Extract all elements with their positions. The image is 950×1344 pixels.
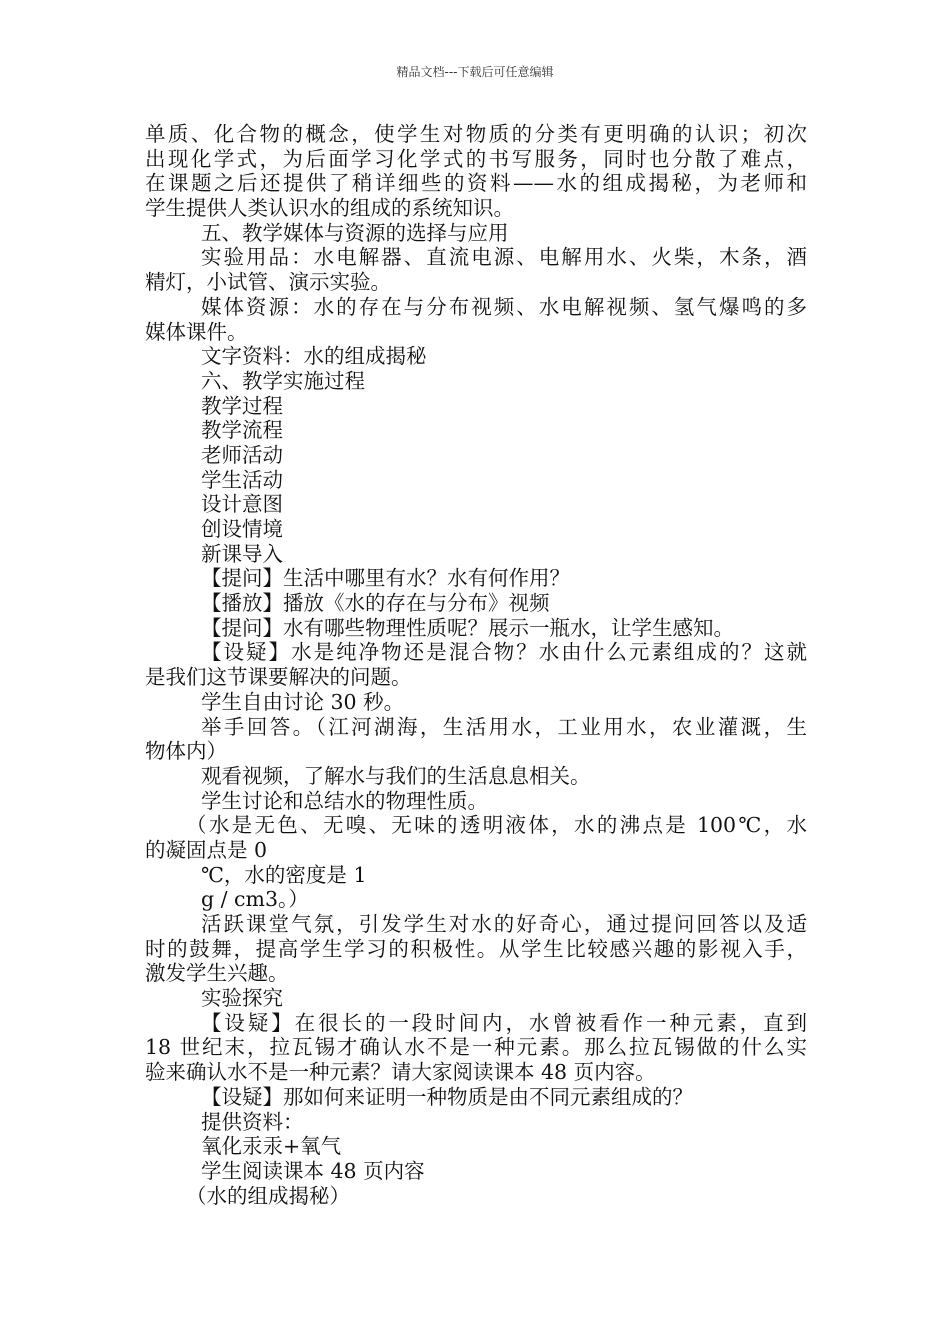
text-line: 媒体资源：水的存在与分布视频、水电解视频、氢气爆鸣的多: [201, 294, 807, 319]
text-line: 新课导入: [201, 541, 283, 566]
text-line: 出现化学式，为后面学习化学式的书写服务，同时也分散了难点，: [145, 146, 807, 171]
text-line: 五、教学媒体与资源的选择与应用: [201, 220, 509, 245]
text-line: 学生自由讨论 30 秒。: [201, 689, 405, 714]
text-line: 物体内）: [145, 739, 227, 764]
text-line: 创设情境: [201, 517, 283, 541]
text-line: 文字资料：水的组成揭秘: [201, 344, 427, 369]
text-line: 【设疑】水是纯净物还是混合物？水由什么元素组成的？这就: [201, 640, 807, 665]
text-line: 的凝固点是 0: [145, 837, 268, 862]
text-line: （水的组成揭秘）: [186, 1183, 350, 1208]
text-line: g / cm3。）: [201, 887, 309, 912]
text-line: 举手回答。（江河湖海，生活用水，工业用水，农业灌溉，生: [201, 714, 807, 739]
text-line: 学生讨论和总结水的物理性质。: [201, 788, 488, 813]
text-line: 学生活动: [201, 467, 283, 492]
text-line: 活跃课堂气氛，引发学生对水的好奇心，通过提问回答以及适: [201, 912, 807, 936]
text-line: 18 世纪末，拉瓦锡才确认水不是一种元素。那么拉瓦锡做的什么实: [145, 1035, 807, 1060]
document-body: [145, 122, 807, 1208]
text-line: 实验探究: [201, 986, 283, 1011]
text-line: 学生提供人类认识水的组成的系统知识。: [145, 196, 514, 221]
text-line: 激发学生兴趣。: [145, 961, 289, 986]
text-line: 氧化汞汞+氧气: [201, 1134, 342, 1159]
text-line: 媒体课件。: [145, 319, 248, 344]
text-line: 是我们这节课要解决的问题。: [145, 665, 412, 690]
text-line: ℃，水的密度是 1: [201, 862, 367, 887]
text-line: 【提问】生活中哪里有水？水有何作用？: [201, 566, 570, 591]
text-line: 提供资料：: [201, 1109, 304, 1134]
text-line: 【设疑】那如何来证明一种物质是由不同元素组成的？: [201, 1084, 693, 1109]
text-line: 【提问】水有哪些物理性质呢？展示一瓶水，让学生感知。: [201, 615, 734, 640]
text-line: 单质、化合物的概念，使学生对物质的分类有更明确的认识；初次: [145, 122, 807, 146]
text-line: 精灯，小试管、演示实验。: [145, 270, 391, 295]
text-line: 设计意图: [201, 492, 283, 517]
text-line: 实验用品：水电解器、直流电源、电解用水、火柴，木条，酒: [201, 245, 807, 270]
text-line: 观看视频，了解水与我们的生活息息相关。: [201, 763, 591, 788]
text-line: 六、教学实施过程: [201, 368, 365, 393]
text-line: 时的鼓舞，提高学生学习的积极性。从学生比较感兴趣的影视入手，: [145, 936, 807, 961]
text-line: （水是无色、无嗅、无味的透明液体，水的沸点是 100℃，水: [186, 813, 807, 838]
text-line: 学生阅读课本 48 页内容: [201, 1158, 425, 1183]
text-line: 在课题之后还提供了稍详细些的资料——水的组成揭秘，为老师和: [145, 171, 807, 196]
text-line: 老师活动: [201, 442, 283, 467]
text-line: 【播放】播放《水的存在与分布》视频: [201, 591, 550, 616]
text-line: 教学流程: [201, 418, 283, 443]
text-line: 验来确认水不是一种元素？请大家阅读课本 48 页内容。: [145, 1060, 656, 1085]
page-header: 精品文档---下载后可任意编辑: [396, 65, 554, 79]
text-line: 【设疑】在很长的一段时间内，水曾被看作一种元素，直到: [201, 1010, 807, 1035]
text-line: 教学过程: [201, 393, 283, 418]
